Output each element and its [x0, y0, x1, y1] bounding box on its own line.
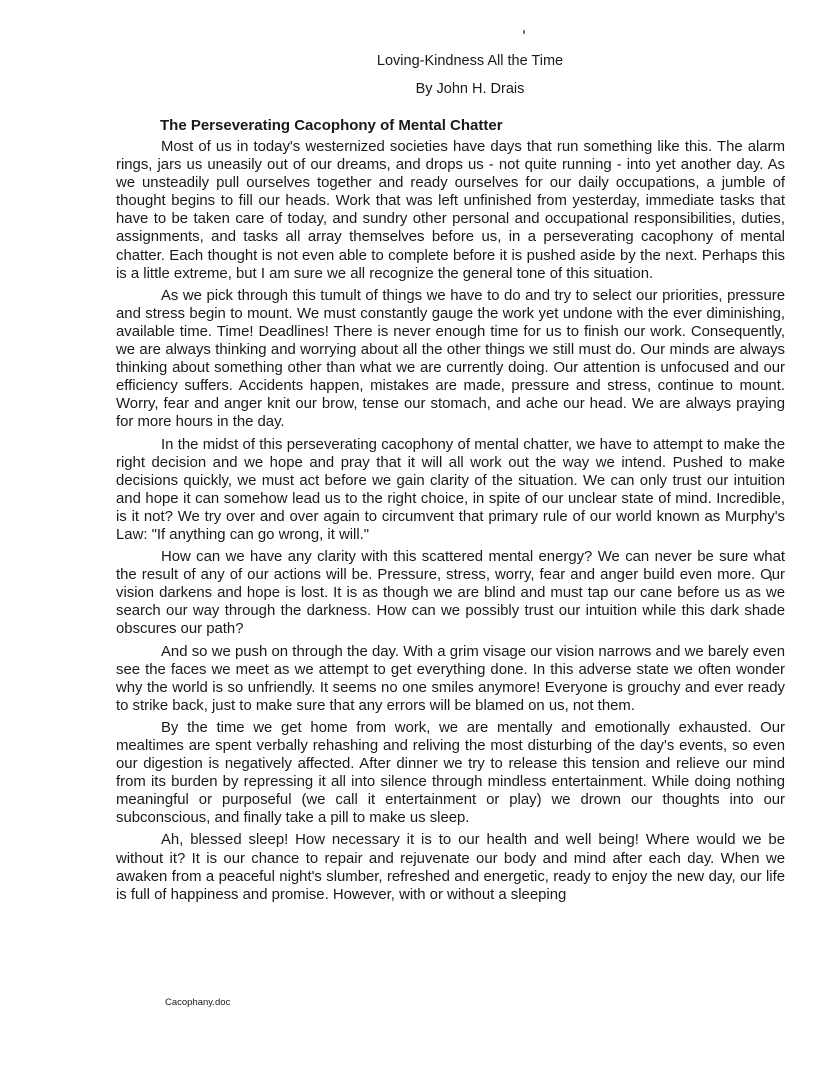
paragraph: Ah, blessed sleep! How necessary it is to our health and well being! Where would we be without it? It is our chance to repair and rejuvenate our body and mind after each day. When we awaken from a peaceful night's slumber, refreshed and energetic, ready to enjoy the new day, our life is full of happiness and promise. However, with or without a sleeping: [116, 832, 785, 903]
paragraph: How can we have any clarity with this scattered mental energy? We can never be sure what the result of any of our actions will be. Pressure, stress, worry, fear and anger build even more. Our vision darkens and hope is lost. It is as though we are blind and must tap our cane before us as we search our way through the darkness. How can we possibly trust our intuition while this dark shade obscures our path?: [116, 549, 785, 638]
paragraph: By the time we get home from work, we are mentally and emotionally exhausted. Our mealtimes are spent verbally rehashing and reliving the most disturbing of the day's events, so even our digestion is negatively affected. After dinner we try to release this tension and relieve our mind from its burden by repressing it all into silence through mindless entertainment. While doing nothing meaningful or purposeful (we call it entertainment or play) we drown our thoughts into our subconscious, and finally take a pill to make us sleep.: [116, 719, 785, 827]
scan-speck: [523, 30, 525, 34]
footer-filename: Cacophany.doc: [165, 997, 231, 1008]
paragraph: As we pick through this tumult of things we have to do and try to select our priorities, pressure and stress begin to mount. We must constantly gauge the work yet undone with the ever diminishing, available time. Time! Deadlines! There is never enough time for us to finish our work. Consequently, we are always thinking and worrying about all the other things we still must do. Our minds are always thinking about something other than what we are currently doing. Our attention is unfocused and our efficiency suffers. Accidents happen, mistakes are made, pressure and stress, continue to mount. Worry, fear and anger knit our brow, tense our stomach, and ache our head. We are always praying for more hours in the day.: [116, 287, 785, 431]
paragraph: In the midst of this perseverating cacophony of mental chatter, we have to attempt to make the right decision and we hope and pray that it will all work out the way we intend. Pushed to make decisions quickly, we must act before we gain clarity of the situation. We can only trust our intuition and hope it can somehow lead us to the right choice, in spite of our unclear state of mind. Incredible, is it not? We try over and over again to circumvent that primary rule of our world known as Murphy's Law: "If anything can go wrong, it will.": [116, 436, 785, 543]
document-title: Loving-Kindness All the Time: [376, 53, 564, 69]
paragraph: Most of us in today's westernized societies have days that run something like this. The alarm rings, jars us uneasily out of our dreams, and drops us - not quite running - into yet another day. As we unsteadily pull ourselves together and ready ourselves for our daily occupations, a jumble of thought begins to fill our heads. Work that was left unfinished from yesterday, immediate tasks that have to be taken care of today, and sundry other personal and occupational responsibilities, duties, assignments, and tasks all array themselves before us, in a perseverating cacophony of mental chatter. Each thought is not even able to complete before it is pushed aside by the next. Perhaps this is a little extreme, but I am sure we all recognize the general tone of this situation.: [116, 139, 785, 282]
document-author: By John H. Drais: [415, 81, 525, 97]
document-body: [116, 138, 785, 908]
paragraph: And so we push on through the day. With a grim visage our vision narrows and we barely even see the faces we meet as we attempt to get everything done. In this adverse state we often wonder why the world is so unfriendly. It seems no one smiles anymore! Everyone is grouchy and ever ready to strike back, just to make sure that any errors will be blamed on us, not them.: [116, 643, 785, 714]
section-heading: The Perseverating Cacophony of Mental Chatter: [160, 117, 503, 134]
